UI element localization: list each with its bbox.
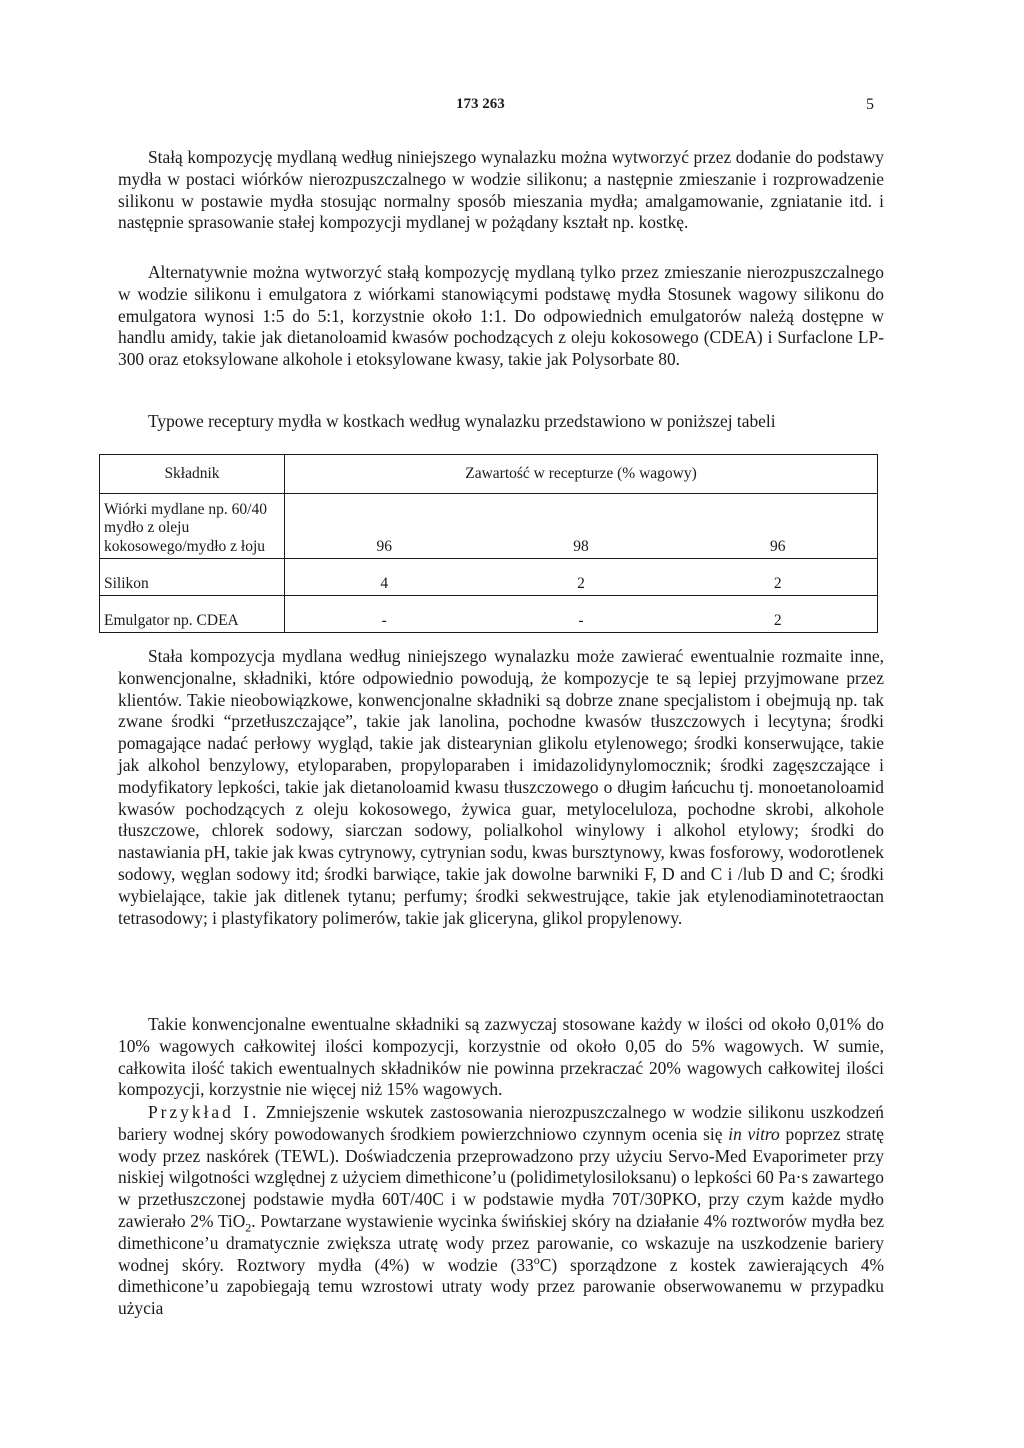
paragraph-2: Alternatywnie można wytworzyć stałą kompozycję mydlaną tylko przez zmieszanie nierozpuszczalnego w wodzie silikonu i emulgatora z wiórkami stanowiącymi podstawę mydła Stosunek wagowy silikonu do emulgatora wynosi 1:5 do 5:1, korzystnie około 1:1. Do odpowiednich emulgatorów należą dostępne w handlu amidy, takie jak dietanoloamid kwasów pochodzących z oleju kokosowego (CDEA) i Surfaclone LP-300 oraz etoksylowane alkohole i etoksylowane kwasy, takie jak Polysorbate 80.	[118, 262, 884, 370]
value-cell: 2	[484, 559, 679, 596]
ingredient-cell: Emulgator np. CDEA	[100, 596, 285, 633]
value-cell: 96	[678, 494, 877, 559]
patent-number: 173 263	[456, 96, 505, 112]
value-cell: 98	[484, 494, 679, 559]
value-cell: -	[484, 596, 679, 633]
table-row	[100, 559, 878, 596]
page-header	[0, 96, 1024, 126]
value-cell: 2	[678, 559, 877, 596]
example-paragraph	[118, 1102, 884, 1320]
table-row	[100, 494, 878, 559]
value-cell: -	[285, 596, 484, 633]
table-header-row	[100, 455, 878, 494]
ingredient-cell: Silikon	[100, 559, 285, 596]
ingredient-cell: Wiórki mydlane np. 60/40 mydło z oleju kokosowego/mydło z łoju	[100, 494, 285, 559]
example-text: Zmniejszenie wskutek zastosowania nierozpuszczalnego w wodzie silikonu uszkodzeń bariery wodnej skóry powodowanych środkiem powierzchniowo czynnym ocenia się	[118, 1102, 884, 1144]
paragraph-5: Takie konwencjonalne ewentualne składniki są zazwyczaj stosowane każdy w ilości od około 0,01% do 10% wagowych całkowitej ilości kompozycji, korzystnie od około 0,05 do 5% wagowych. W sumie, całkowita ilość takich ewentualnych składników nie powinna przekraczać 20% wagowych całkowitej ilości kompozycji, korzystnie nie więcej niż 15% wagowych.	[118, 1014, 884, 1100]
paragraph-1: Stałą kompozycję mydlaną według niniejszego wynalazku można wytworzyć przez dodanie do podstawy mydła w postaci wiórków nierozpuszczalnego w wodzie silikonu; a następnie zmieszanie i rozprowadzenie silikonu w postawie mydła stosując normalny sposób mieszania mydła; amalgamowanie, zgniatanie itd. i następnie sprasowanie stałej kompozycji mydlanej w pożądany kształt np. kostkę.	[118, 147, 884, 233]
in-vitro-text: in vitro	[728, 1123, 780, 1144]
example-text: poprzez stratę wody przez naskórek (TEWL). Doświadczenia przeprowadzono przy użyciu Servo-Med Evaporimeter przy niskiej wilgotności względnej z użyciem dimethicone’u (polidimetylosiloksanu) o lepkości 60 Pa·s zawartego w przetłuszczonej podstawie mydła 60T/40C i w podstawie mydła 70T/30PKO, przy czym każde mydło zawierało 2% TiO	[118, 1123, 885, 1231]
subscript: 2	[245, 1220, 252, 1235]
superscript: o	[533, 1252, 540, 1267]
example-text: . Powtarzane wystawienie wycinka świńskiej skóry na działanie 4% roztworów mydła bez dimethicone’u dramatycznie zwiększa utratę wody przez parowanie, co wskazuje na uszkodzenie bariery wodnej skóry. Roztwory mydła (4%) w wodzie (33	[118, 1210, 884, 1275]
header-content: Zawartość w recepturze (% wagowy)	[285, 455, 878, 494]
value-cell: 2	[678, 596, 877, 633]
example-text: C) sporządzone z kostek zawierających 4% dimethicone’u zapobiegają temu wzrostowi utraty wody przez parowanie obserwowanemu w przypadku użycia	[118, 1254, 884, 1319]
paragraph-4: Stała kompozycja mydlana według niniejszego wynalazku może zawierać ewentualnie rozmaite inne, konwencjonalne, składniki, które odpowiednio powodują, że kompozycje te są lepiej przyjmowane przez klientów. Takie nieobowiązkowe, konwencjonalne składniki są dobrze znane specjalistom i obejmują np. tak zwane środki “przetłuszczające”, takie jak lanolina, pochodne kwasów tłuszczowych i lecytyna; środki pomagające nadać perłowy wygląd, takie jak distearynian glikolu etylenowego; środki konserwujące, takie jak alkohol benzylowy, etyloparaben, propyloparaben i imidazolidynylomocznik; środki zagęszczające i modyfikatory lepkości, takie jak dietanoloamid kwasu tłuszczowego o długim łańcuchu tj. monoetanoloamid kwasów pochodzących z oleju kokosowego, żywica guar, metyloceluloza, pochodne skrobi, alkohole tłuszczowe, chlorek sodowy, siarczan sodowy, polialkohol winylowy i alkohol etylowy; środki do nastawiania pH, takie jak kwas cytrynowy, cytrynian sodu, kwas bursztynowy, kwas fosforowy, wodorotlenek sodowy, węglan sodowy itd; środki barwiące, takie jak dowolne barwniki F, D and C i /lub D and C; środki wybielające, takie jak ditlenek tytanu; perfumy; środki sekwestrujące, takie jak etylenodiaminotetraoctan tetrasodowy; i plastyfikatory polimerów, takie jak gliceryna, glikol propylenowy.	[118, 646, 884, 928]
header-ingredient: Składnik	[100, 455, 285, 494]
page-number: 5	[866, 96, 874, 113]
recipe-table	[99, 454, 878, 633]
value-cell: 4	[285, 559, 484, 596]
paragraph-3: Typowe receptury mydła w kostkach według wynalazku przedstawiono w poniższej tabeli	[148, 411, 776, 431]
table-row	[100, 596, 878, 633]
value-cell: 96	[285, 494, 484, 559]
example-label: Przykład I.	[148, 1102, 260, 1122]
